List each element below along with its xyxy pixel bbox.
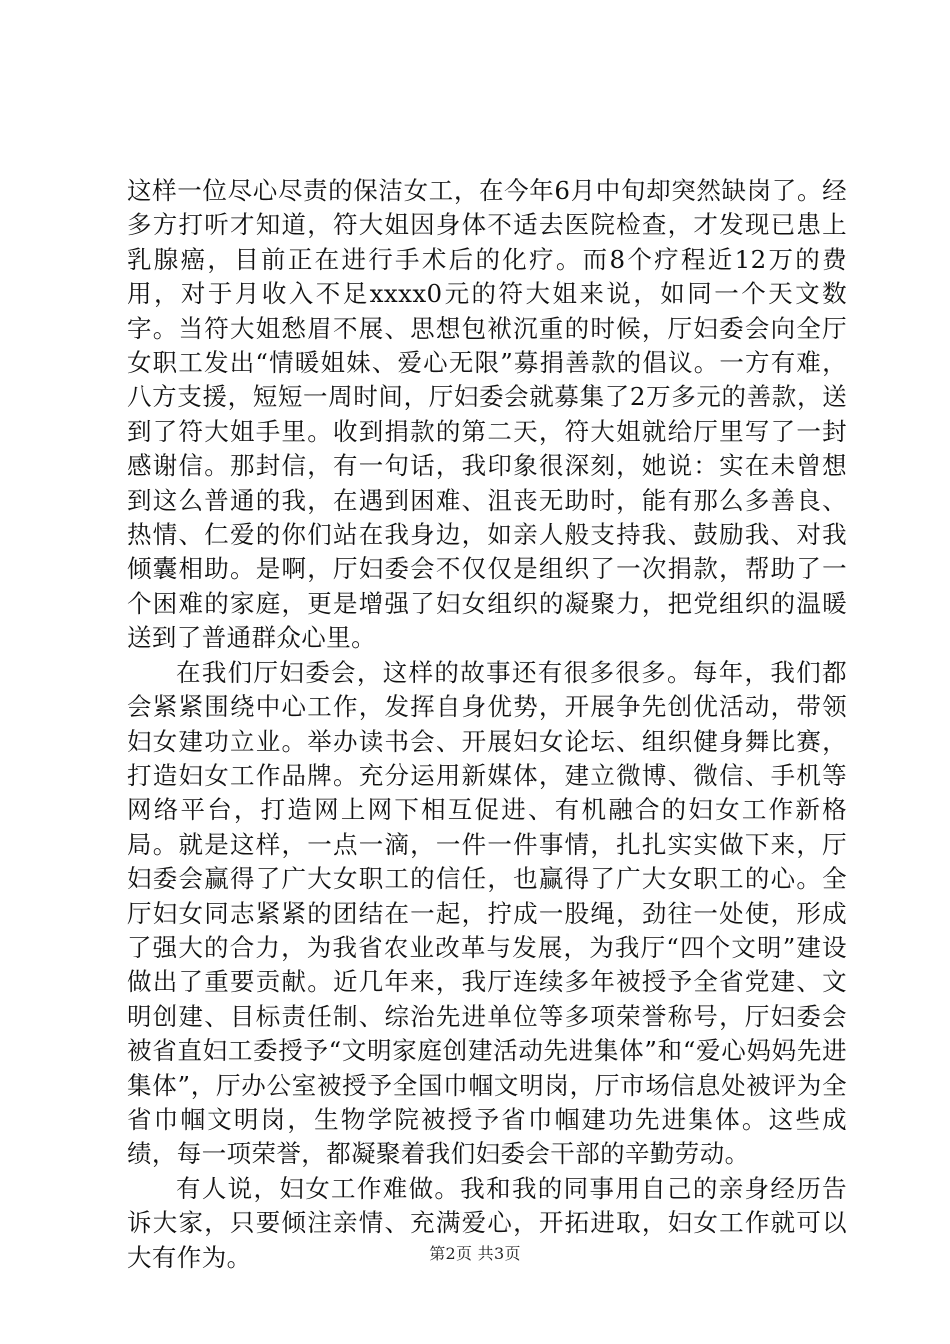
page-footer <box>0 1244 950 1264</box>
page-number-label: 第2页 共3页 <box>429 1244 521 1263</box>
paragraph-2: 在我们厅妇委会，这样的故事还有很多很多。每年，我们都会紧紧围绕中心工作，发挥自身优势，开展争先创优活动，带领妇女建功立业。举办读书会、开展妇女论坛、组织健身舞比赛，打造妇女工作品牌。充分运用新媒体，建立微博、微信、手机等网络平台，打造网上网下相互促进、有机融合的妇女工作新格局。就是这样，一点一滴，一件一件事情，扎扎实实做下来，厅妇委会赢得了广大女职工的信任，也赢得了广大女职工的心。全厅妇女同志紧紧的团结在一起，拧成一股绳，劲往一处使，形成了强大的合力，为我省农业改革与发展，为我厅“四个文明”建设做出了重要贡献。近几年来，我厅连续多年被授予全省党建、文明创建、目标责任制、综治先进单位等多项荣誉称号，厅妇委会被省直妇工委授予“文明家庭创建活动先进集体”和“爱心妈妈先进集体”，厅办公室被授予全国巾帼文明岗，厅市场信息处被评为全省巾帼文明岗，生物学院被授予省巾帼建功先进集体。这些成绩，每一项荣誉，都凝聚着我们妇委会干部的辛勤劳动。 <box>127 657 847 1169</box>
document-body <box>127 174 847 1275</box>
paragraph-3: 有人说，妇女工作难做。我和我的同事用自己的亲身经历告诉大家，只要倾注亲情、充满爱心，开拓进取，妇女工作就可以大有作为。 <box>127 1173 847 1272</box>
paragraph-1: 这样一位尽心尽责的保洁女工，在今年6月中旬却突然缺岗了。经多方打听才知道，符大姐因身体不适去医院检查，才发现已患上乳腺癌，目前正在进行手术后的化疗。而8个疗程近12万的费用，对于月收入不足xxxx0元的符大姐来说，如同一个天文数字。当符大姐愁眉不展、思想包袱沉重的时候，厅妇委会向全厅女职工发出“情暖姐妹、爱心无限”募捐善款的倡议。一方有难，八方支援，短短一周时间，厅妇委会就募集了2万多元的善款，送到了符大姐手里。收到捐款的第二天，符大姐就给厅里写了一封感谢信。那封信，有一句话，我印象很深刻，她说：实在未曾想到这么普通的我，在遇到困难、沮丧无助时，能有那么多善良、热情、仁爱的你们站在我身边，如亲人般支持我、鼓励我、对我倾囊相助。是啊，厅妇委会不仅仅是组织了一次捐款，帮助了一个困难的家庭，更是增强了妇女组织的凝聚力，把党组织的温暖送到了普通群众心里。 <box>127 176 847 653</box>
